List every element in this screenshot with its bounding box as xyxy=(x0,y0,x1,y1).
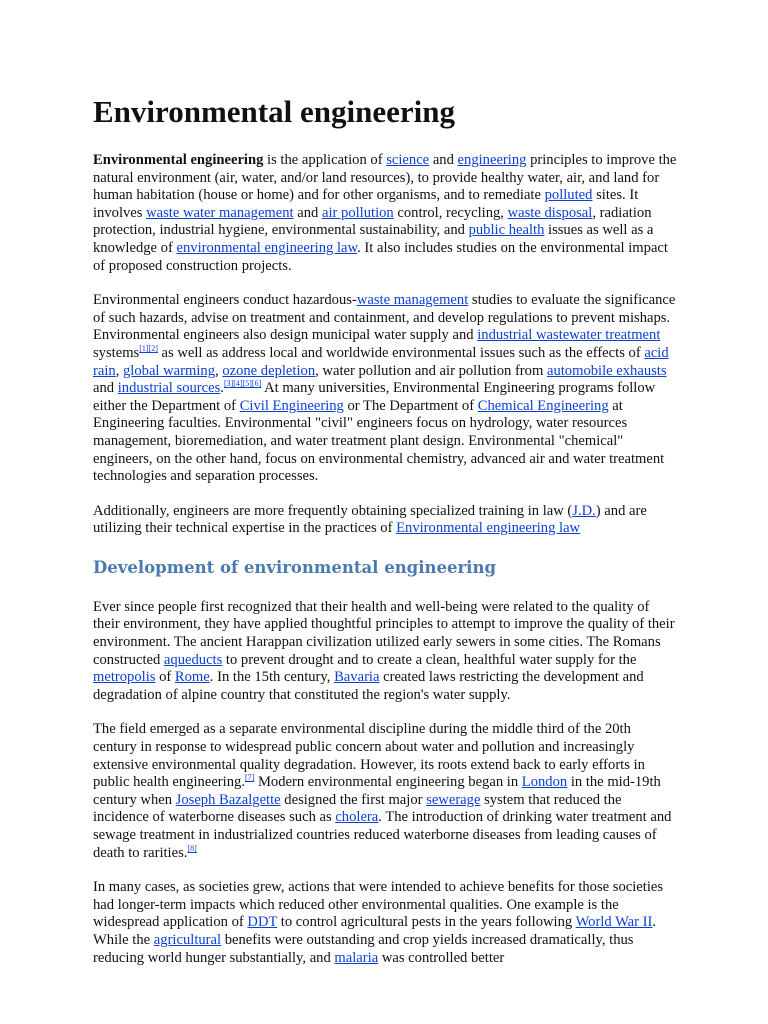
link-sewerage[interactable]: sewerage xyxy=(426,791,481,808)
link-ddt[interactable]: DDT xyxy=(247,914,278,931)
link-polluted[interactable]: polluted xyxy=(544,187,593,204)
link-waste-management[interactable]: waste management xyxy=(356,292,469,309)
link-world-war-ii[interactable]: World War II xyxy=(575,914,653,931)
citation-3[interactable]: [3] xyxy=(223,379,234,389)
section-heading: Development of environmental engineering xyxy=(93,557,496,577)
citation-8[interactable]: [8] xyxy=(187,843,197,853)
article-body xyxy=(93,92,678,984)
citation-5[interactable]: [5] xyxy=(242,379,252,389)
link-chemical-engineering[interactable]: Chemical Engineering xyxy=(477,397,609,414)
link-industrial-wastewater-treatment[interactable]: industrial wastewater treatment xyxy=(477,327,661,344)
paragraph-law: Additionally, engineers are more frequently obtaining specialized training in law (J.D.) and are utilizing their technical expertise in the practices of Environmental engineering law xyxy=(93,502,647,537)
bold-term: Environmental engineering xyxy=(93,152,264,168)
link-industrial-sources[interactable]: industrial sources xyxy=(117,380,221,397)
paragraph-history: Ever since people first recognized that their health and well-being were related to the quality of their environment, they have applied thoughtful principles to attempt to improve the quality of their environment. The ancient Harappan civilization utilized early sewers in some cities. The Romans constructed aqueducts to prevent drought and to create a clean, healthful water supply for the metropolis of Rome. In the 15th century, Bavaria created laws restricting the development and degradation of alpine country that constituted the region's water supply. xyxy=(93,598,675,703)
link-joseph-bazalgette[interactable]: Joseph Bazalgette xyxy=(175,791,281,808)
link-rome[interactable]: Rome xyxy=(174,669,210,686)
link-cholera[interactable]: cholera xyxy=(335,809,379,826)
link-ozone-depletion[interactable]: ozone depletion xyxy=(222,362,316,379)
link-public-health[interactable]: public health xyxy=(468,222,545,239)
link-environmental-engineering-law[interactable]: environmental engineering law xyxy=(176,239,358,256)
link-agricultural[interactable]: agricultural xyxy=(153,931,222,948)
paragraph-emergence: The field emerged as a separate environmental discipline during the middle third of the 20th century in response to widespread public concern about water and pollution and increasingly extensive environmental quality degradation. However, its roots extend back to early efforts in public health engineering.[7] Modern environmental engineering began in London in the mid-19th century when Joseph Bazalgette designed the first major sewerage system that reduced the incidence of waterborne diseases such as cholera. The introduction of drinking water treatment and sewage treatment in industrialized countries reduced waterborne diseases from leading causes of death to rarities.[8] xyxy=(93,721,672,861)
link-metropolis[interactable]: metropolis xyxy=(93,669,156,686)
link-aqueducts[interactable]: aqueducts xyxy=(163,651,223,668)
link-engineering[interactable]: engineering xyxy=(457,152,527,168)
citation-group xyxy=(245,773,254,782)
link-civil-engineering[interactable]: Civil Engineering xyxy=(239,397,344,414)
paragraph-engineers: Environmental engineers conduct hazardous-waste management studies to evaluate the significance of such hazards, advise on treatment and containment, and develop regulations to prevent mishaps. Environmental engineers also design municipal water supply and industrial wastewater treatment systems[1][2] as well as address local and worldwide environmental issues such as the effects of acid rain, global warming, ozone depletion, water pollution and air pollution from automobile exhausts and industrial sources.[3][4][5][6] At many universities, Environmental Engineering programs follow either the Department of Civil Engineering or The Department of Chemical Engineering at Engineering faculties. Environmental "civil" engineers focus on hydrology, water resources management, bioremediation, and water treatment plant design. Environmental "chemical" engineers, on the other hand, focus on environmental chemistry, advanced air and water treatment technologies and separation processes. xyxy=(93,292,676,485)
link-malaria[interactable]: malaria xyxy=(334,949,379,966)
citation-4[interactable]: [4] xyxy=(233,379,243,389)
citation-6[interactable]: [6] xyxy=(251,379,262,389)
link-environmental-engineering-law-2[interactable]: Environmental engineering law xyxy=(396,520,581,537)
link-jd[interactable]: J.D. xyxy=(572,502,596,519)
page-title: Environmental engineering xyxy=(93,94,455,129)
citation-group xyxy=(224,379,261,388)
link-bavaria[interactable]: Bavaria xyxy=(334,669,380,686)
citation-2[interactable]: [2] xyxy=(148,343,158,353)
link-science[interactable]: science xyxy=(386,152,430,168)
link-acid-rain[interactable]: acid rain xyxy=(93,344,669,379)
link-waste-water-management[interactable]: waste water management xyxy=(146,204,294,221)
link-automobile-exhausts[interactable]: automobile exhausts xyxy=(546,362,667,379)
paragraph-impacts: In many cases, as societies grew, actions that were intended to achieve benefits for those societies had longer-term impacts which reduced other environmental qualities. One example is the widespread application of DDT to control agricultural pests in the years following World War II. While the agricultural benefits were outstanding and crop yields increased dramatically, thus reducing world hunger substantially, and malaria was controlled better xyxy=(93,879,664,966)
citation-7[interactable]: [7] xyxy=(244,773,255,783)
link-air-pollution[interactable]: air pollution xyxy=(321,204,394,221)
link-global-warming[interactable]: global warming xyxy=(123,362,216,379)
citation-1[interactable]: [1] xyxy=(139,343,149,353)
link-waste-disposal[interactable]: waste disposal xyxy=(507,204,593,221)
paragraph-intro: Environmental engineering is the application of science and engineering principles to improve the natural environment (air, water, and/or land resources), to provide healthy water, air, and land for human habitation (house or home) and for other organisms, and to remediate polluted sites. It involves waste water management and air pollution control, recycling, waste disposal, radiation protection, industrial hygiene, environmental sustainability, and public health issues as well as a knowledge of environmental engineering law. It also includes studies on the environmental impact of proposed construction projects. xyxy=(93,152,677,274)
citation-group xyxy=(187,844,196,853)
citation-group xyxy=(139,344,158,353)
link-london[interactable]: London xyxy=(521,774,568,791)
